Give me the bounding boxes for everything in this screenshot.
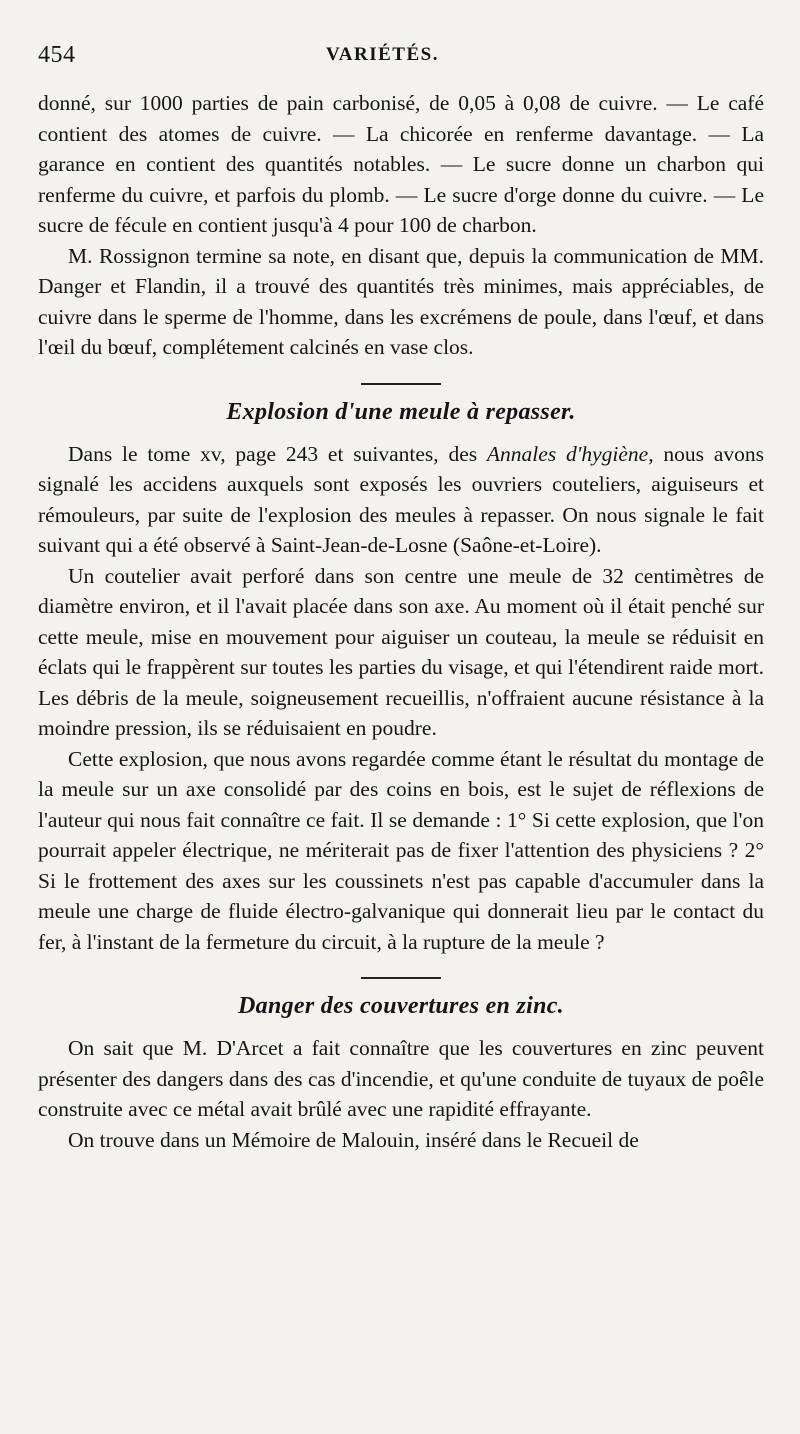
section-divider [361,977,441,979]
paragraph-rossignon: M. Rossignon termine sa note, en disant que, depuis la communication de MM. Danger et Flandin, il a trouvé des quantités très minimes, mais appréciables, de cuivre dans le sperme de l'homme, dans les excrémens de poule, dans l'œuf, et dans l'œil du bœuf, complétement calcinés en vase clos. [38,243,764,359]
paragraph-annales-text-before: Dans le tome xv, page 243 et suivantes, des [68,441,487,466]
paragraph-malouin: On trouve dans un Mémoire de Malouin, inséré dans le Recueil de [68,1127,639,1152]
running-title: VARIÉTÉS. [326,44,439,65]
page-header [38,36,770,76]
paragraph-darcet: On sait que M. D'Arcet a fait connaître que les couvertures en zinc peuvent présenter des dangers dans des cas d'incendie, et qu'une conduite de tuyaux de poêle construite avec ce métal avait brûlé avec une rapidité effrayante. [38,1036,764,1121]
paragraph-annales [38,439,764,561]
page-body [38,88,764,1155]
paragraph-continued: donné, sur 1000 parties de pain carbonisé, de 0,05 à 0,08 de cuivre. — Le café contient des atomes de cuivre. — La chicorée en renferme davantage. — La garance en contient des quantités notables. — Le sucre donne un charbon qui renferme du cuivre, et parfois du plomb. — Le sucre d'orge donne du cuivre. — Le sucre de fécule en contient jusqu'à 4 pour 100 de charbon. [38,91,764,237]
section-heading-zinc: Danger des couvertures en zinc. [238,993,564,1019]
section-heading-explosion: Explosion d'une meule à repasser. [226,398,576,425]
paragraph-reflexions: Cette explosion, que nous avons regardée comme étant le résultat du montage de la meule sur un axe consolidé par des coins en bois, est le sujet de réflexions de l'auteur qui nous fait connaître ce fait. Il se demande : 1° Si cette explosion, que l'on pourrait appeler électrique, ne mériterait pas de fixer l'attention des physiciens ? 2° Si le frottement des axes sur les coussinets n'est pas capable d'accumuler dans la meule une charge de fluide électro-galvanique qui donnerait lieu par le contact du fer, à l'instant de la fermeture du circuit, à la rupture de la meule ? [38,746,764,954]
page-number: 454 [38,42,76,68]
journal-title: Annales d'hygiène [486,441,649,466]
paragraph-annales-text-after: , nous avons signalé les accidens auxquels sont exposés les ouvriers couteliers, aiguiseurs et rémouleurs, par suite de l'explosion des meules à repasser. On nous signale le fait suivant qui a été observé à Saint-Jean-de-Losne (Saône-et-Loire). [38,441,765,557]
paragraph-coutelier: Un coutelier avait perforé dans son centre une meule de 32 centimètres de diamètre environ, et il l'avait placée dans son axe. Au moment où il était penché sur cette meule, mise en mouvement pour aiguiser un couteau, la meule se réduisit en éclats qui le frappèrent sur toutes les parties du visage, et qui l'étendirent raide mort. Les débris de la meule, soigneusement recueillis, n'offraient aucune résistance à la moindre pression, ils se réduisaient en poudre. [38,563,764,740]
section-divider [361,383,441,385]
